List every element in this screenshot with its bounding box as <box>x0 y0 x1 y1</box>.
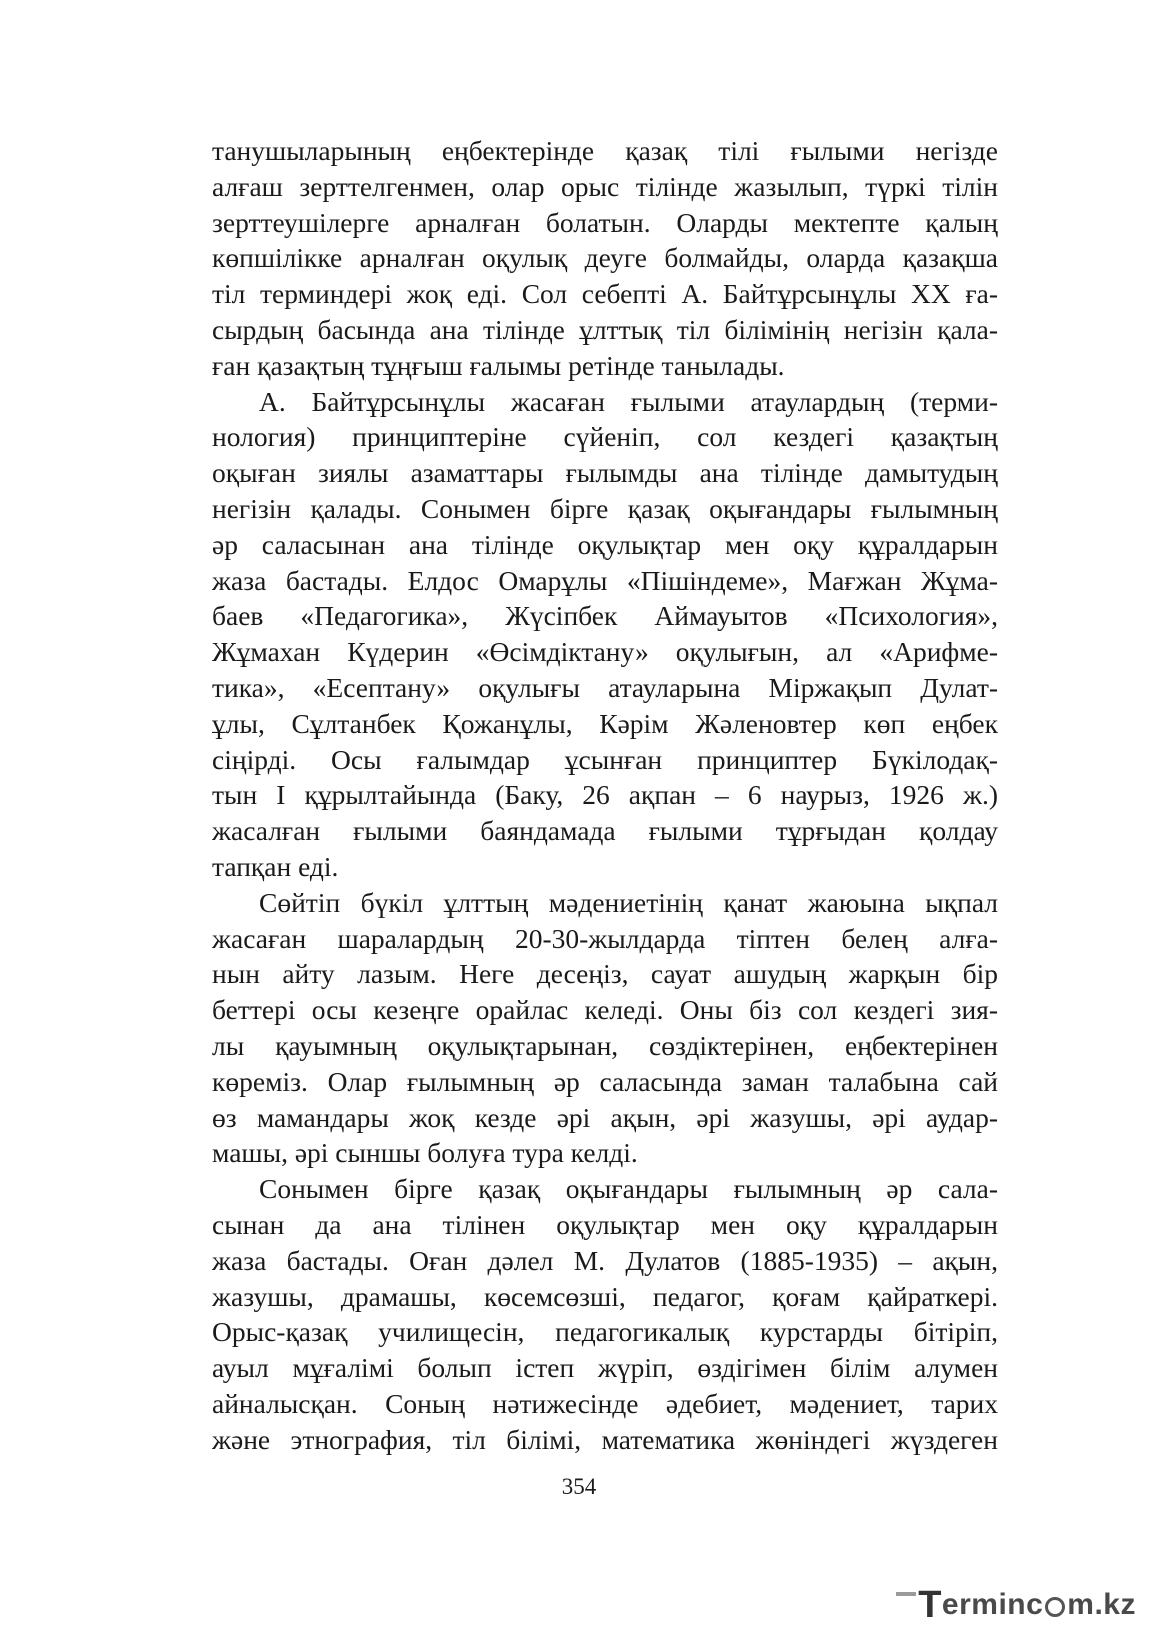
text-line: көреміз. Олар ғылымның әр саласында заман талабына сай <box>212 1065 998 1097</box>
watermark-text-mkz: m.kz <box>1067 1588 1136 1621</box>
text-line: жаза бастады. Елдос Омарұлы «Пішіндеме», Мағжан Жұма- <box>212 564 998 596</box>
text-line: Жұмахан Күдерин «Өсімдіктану» оқулығын, ал «Арифме- <box>212 636 998 668</box>
text-line: оқыған зиялы азаматтары ғылымды ана тілінде дамытудың <box>212 457 998 489</box>
text-line: тика», «Есептану» оқулығы атауларына Міржақып Дулат- <box>212 671 998 703</box>
text-line: жаза бастады. Оған дәлел М. Дулатов (1885-1935) – ақын, <box>212 1244 998 1276</box>
text-line: нология) принциптеріне сүйеніп, сол кездегі қазақтың <box>212 421 998 453</box>
text-line: ған қазақтың тұңғыш ғалымы ретінде танылады. <box>212 349 785 381</box>
text-line: әр саласынан ана тілінде оқулықтар мен оқу құралдарын <box>212 528 998 560</box>
text-line: көпшілікке арналған оқулық деуге болмайды, оларда қазақша <box>212 242 998 274</box>
text-line: сіңірді. Осы ғалымдар ұсынған принциптер Бүкілодақ- <box>212 743 998 775</box>
text-line: Сонымен бірге қазақ оқығандары ғылымның әр сала- <box>259 1173 998 1205</box>
watermark-text-c: c <box>1026 1588 1044 1621</box>
text-line: А. Байтұрсынұлы жасаған ғылыми атаулардың (терми- <box>259 385 998 417</box>
text-line: нын айту лазым. Неге десеңіз, сауат ашудың жарқын бір <box>212 958 998 990</box>
text-line: Орыс-қазақ училищесін, педагогикалық курстарды бітіріп, <box>212 1316 998 1348</box>
text-line: беттері осы кезеңге орайлас келеді. Оны біз сол кездегі зия- <box>212 994 998 1026</box>
text-line: лы қауымның оқулықтарынан, сөздіктерінен, еңбектерінен <box>212 1029 998 1061</box>
text-line: негізін қалады. Сонымен бірге қазақ оқығандары ғылымның <box>212 492 998 524</box>
text-line: айналысқан. Соның нәтижесінде әдебиет, мәдениет, тарих <box>212 1387 998 1419</box>
body-text <box>212 133 998 1457</box>
watermark-text-ermin: ermin <box>941 1588 1027 1621</box>
text-line: жазушы, драмашы, көсемсөзші, педагог, қоғам қайраткері. <box>212 1280 998 1312</box>
text-line: ұлы, Сұлтанбек Қожанұлы, Кәрім Жәленовтер көп еңбек <box>212 707 998 739</box>
termincom-watermark-logo <box>918 1585 1136 1625</box>
text-line: зерттеушілерге арналған болатын. Оларды мектепте қалың <box>212 206 998 238</box>
text-line: Сөйтіп бүкіл ұлттың мәдениетінің қанат жаюына ықпал <box>259 886 998 918</box>
text-line: баев «Педагогика», Жүсіпбек Аймауытов «Психология», <box>212 600 998 632</box>
text-line: тіл терминдері жоқ еді. Сол себепті А. Байтұрсынұлы ХХ ға- <box>212 278 998 310</box>
text-line: алғаш зерттелгенмен, олар орыс тілінде жазылып, түркі тілін <box>212 170 998 202</box>
text-line: тын I құрылтайында (Баку, 26 ақпан – 6 наурыз, 1926 ж.) <box>212 779 998 811</box>
text-line: жасаған шаралардың 20-30-жылдарда тіптен белең алға- <box>212 922 998 954</box>
watermark-letter-t: T <box>918 1583 942 1626</box>
text-line: сынан да ана тілінен оқулықтар мен оқу құралдарын <box>212 1208 998 1240</box>
text-line: сырдың басында ана тілінде ұлттық тіл білімінің негізін қала- <box>212 313 998 345</box>
page-number: 354 <box>561 1474 597 1499</box>
text-line: өз мамандары жоқ кезде әрі ақын, әрі жазушы, әрі аудар- <box>212 1101 998 1133</box>
text-line: машы, әрі сыншы болуға тура келді. <box>212 1137 638 1169</box>
watermark-circle-icon <box>1045 1597 1065 1617</box>
text-line: танушыларының еңбектерінде қазақ тілі ғылыми негізде <box>212 135 998 166</box>
text-line: тапқан еді. <box>212 850 339 882</box>
text-line: және этнография, тіл білімі, математика жөніндегі жүздеген <box>212 1423 998 1455</box>
text-line: жасалған ғылыми баяндамада ғылыми тұрғыдан қолдау <box>212 815 998 847</box>
text-line: ауыл мұғалімі болып істеп жүріп, өздігімен білім алумен <box>212 1352 998 1384</box>
